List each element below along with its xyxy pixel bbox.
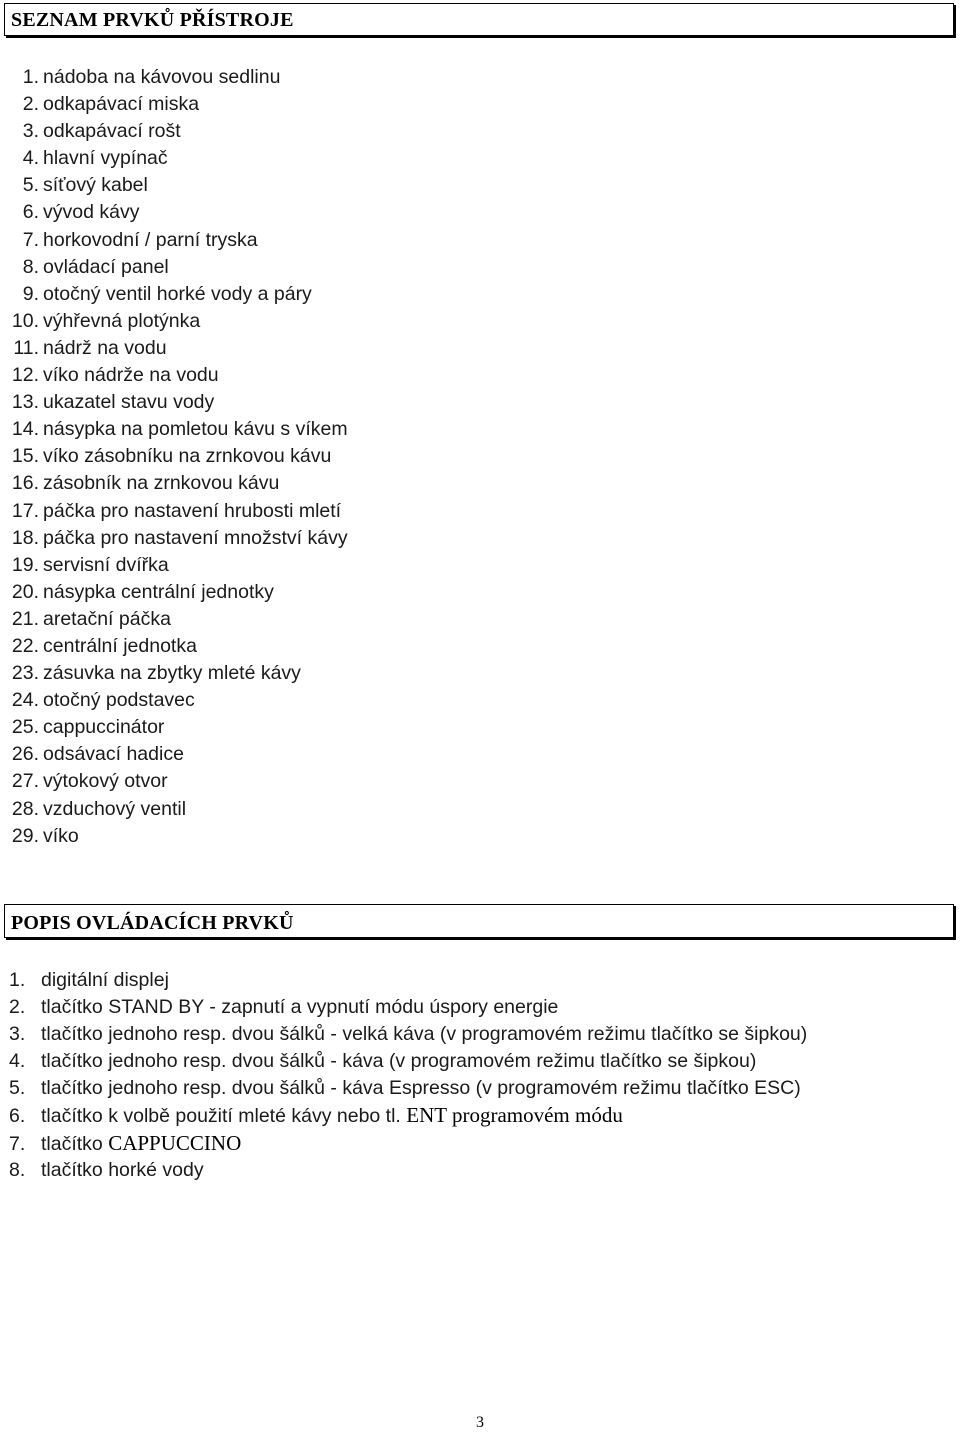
item-label: ukazatel stavu vody xyxy=(43,391,215,414)
controls-list xyxy=(0,967,807,1184)
item-number: 28. xyxy=(11,797,39,820)
item-number: 14. xyxy=(11,418,39,441)
item-number: 25. xyxy=(11,716,39,739)
item-label: tlačítko horké vody xyxy=(41,1158,204,1181)
list-item xyxy=(0,741,348,768)
item-label: otočný podstavec xyxy=(43,689,195,712)
item-number: 21. xyxy=(11,607,39,630)
item-number: 3. xyxy=(9,1023,26,1046)
list-item xyxy=(0,823,348,850)
list-item xyxy=(0,335,348,362)
list-item xyxy=(0,1021,807,1048)
item-number: 3. xyxy=(22,120,39,143)
item-label: násypka centrální jednotky xyxy=(43,580,274,603)
item-label: tlačítko jednoho resp. dvou šálků - velká káva (v programovém režimu tlačítko se šipkou) xyxy=(41,1023,808,1046)
item-label: aretační páčka xyxy=(43,607,171,630)
item-label: výhřevná plotýnka xyxy=(43,309,201,332)
item-label: páčka pro nastavení hrubosti mletí xyxy=(43,499,342,522)
parts-list xyxy=(0,64,348,850)
list-item xyxy=(0,525,348,552)
list-item xyxy=(0,714,348,741)
item-number: 13. xyxy=(11,391,39,414)
item-label: centrální jednotka xyxy=(43,634,197,657)
list-item xyxy=(0,362,348,389)
item-label: tlačítko STAND BY - zapnutí a vypnutí módu úspory energie xyxy=(41,996,559,1019)
item-label: víko nádrže na vodu xyxy=(43,364,219,387)
item-number: 11. xyxy=(13,336,39,359)
item-label-tail: ENT programovém módu xyxy=(406,1103,623,1128)
item-number: 1. xyxy=(22,66,39,88)
item-label: digitální displej xyxy=(41,969,169,991)
list-item xyxy=(0,470,348,497)
item-label: odkapávací miska xyxy=(43,93,200,116)
list-item xyxy=(0,64,348,91)
item-number: 2. xyxy=(9,996,26,1019)
list-item xyxy=(0,443,348,470)
list-item xyxy=(0,606,348,633)
list-item xyxy=(0,633,348,660)
item-number: 15. xyxy=(11,445,39,468)
item-number: 26. xyxy=(11,743,39,766)
item-label: tlačítko jednoho resp. dvou šálků - káva Espresso (v programovém režimu tlačítko ESC) xyxy=(41,1077,801,1100)
list-item xyxy=(0,227,348,254)
item-label: páčka pro nastavení množství kávy xyxy=(43,526,348,549)
item-number: 7. xyxy=(22,228,39,251)
list-item xyxy=(0,1102,807,1129)
item-number: 22. xyxy=(11,634,39,657)
item-label: tlačítko xyxy=(41,1132,103,1155)
list-item xyxy=(0,254,348,281)
item-number: 27. xyxy=(11,770,39,793)
list-item xyxy=(0,416,348,443)
item-label: nádoba na kávovou sedlinu xyxy=(43,66,281,88)
list-item xyxy=(0,579,348,606)
item-number: 19. xyxy=(11,553,39,576)
list-item xyxy=(0,498,348,525)
item-number: 10. xyxy=(11,309,39,332)
item-number: 5. xyxy=(9,1077,26,1100)
list-item xyxy=(0,145,348,172)
item-label: odkapávací rošt xyxy=(43,120,181,143)
list-item xyxy=(0,199,348,226)
item-label: ovládací panel xyxy=(43,255,169,278)
item-label-tail: CAPPUCCINO xyxy=(108,1130,242,1155)
item-number: 2. xyxy=(22,93,39,116)
list-item xyxy=(0,1157,807,1184)
item-label: cappuccinátor xyxy=(43,716,165,739)
list-item xyxy=(0,118,348,145)
item-number: 16. xyxy=(11,472,39,495)
list-item xyxy=(0,1075,807,1102)
item-number: 6. xyxy=(22,201,39,224)
item-number: 17. xyxy=(11,499,39,522)
list-item xyxy=(0,172,348,199)
list-item xyxy=(0,660,348,687)
list-item xyxy=(0,967,807,994)
item-label: výtokový otvor xyxy=(43,770,168,793)
item-number: 6. xyxy=(9,1105,26,1128)
item-number: 4. xyxy=(22,147,39,170)
item-label: horkovodní / parní tryska xyxy=(43,228,258,251)
item-number: 12. xyxy=(11,364,39,387)
page-number: 3 xyxy=(476,1414,484,1431)
list-item xyxy=(0,1048,807,1075)
list-item xyxy=(0,1130,807,1157)
list-item xyxy=(0,308,348,335)
item-number: 4. xyxy=(9,1050,26,1073)
item-number: 18. xyxy=(11,526,39,549)
list-item xyxy=(0,796,348,823)
item-label: zásobník na zrnkovou kávu xyxy=(43,472,280,495)
item-label: vývod kávy xyxy=(43,201,140,224)
item-number: 23. xyxy=(11,662,39,685)
list-item xyxy=(0,91,348,118)
list-item xyxy=(0,552,348,579)
item-number: 9. xyxy=(22,282,39,305)
item-label: nádrž na vodu xyxy=(43,336,167,359)
item-number: 20. xyxy=(11,580,39,603)
item-number: 8. xyxy=(22,255,39,278)
item-number: 29. xyxy=(11,824,39,847)
item-label: síťový kabel xyxy=(43,174,148,197)
controls-heading: POPIS OVLÁDACÍCH PRVKŮ xyxy=(4,904,954,938)
item-label: odsávací hadice xyxy=(43,743,184,766)
item-number: 1. xyxy=(9,969,26,991)
item-number: 5. xyxy=(22,174,39,197)
list-item xyxy=(0,994,807,1021)
item-number: 8. xyxy=(9,1158,26,1181)
list-item xyxy=(0,768,348,795)
item-label: zásuvka na zbytky mleté kávy xyxy=(43,662,301,685)
item-label: tlačítko jednoho resp. dvou šálků - káva (v programovém režimu tlačítko se šipkou) xyxy=(41,1050,757,1073)
item-label: víko xyxy=(43,824,79,847)
item-label: tlačítko k volbě použití mleté kávy nebo tl. xyxy=(41,1105,401,1128)
item-label: hlavní vypínač xyxy=(43,147,168,170)
list-item xyxy=(0,281,348,308)
item-label: otočný ventil horké vody a páry xyxy=(43,282,312,305)
list-item xyxy=(0,687,348,714)
item-label: násypka na pomletou kávu s víkem xyxy=(43,418,348,441)
item-label: vzduchový ventil xyxy=(43,797,187,820)
list-item xyxy=(0,389,348,416)
item-label: servisní dvířka xyxy=(43,553,169,576)
item-number: 7. xyxy=(9,1132,26,1155)
parts-list-heading: SEZNAM PRVKŮ PŘÍSTROJE xyxy=(4,3,954,36)
item-number: 24. xyxy=(11,689,39,712)
item-label: víko zásobníku na zrnkovou kávu xyxy=(43,445,332,468)
